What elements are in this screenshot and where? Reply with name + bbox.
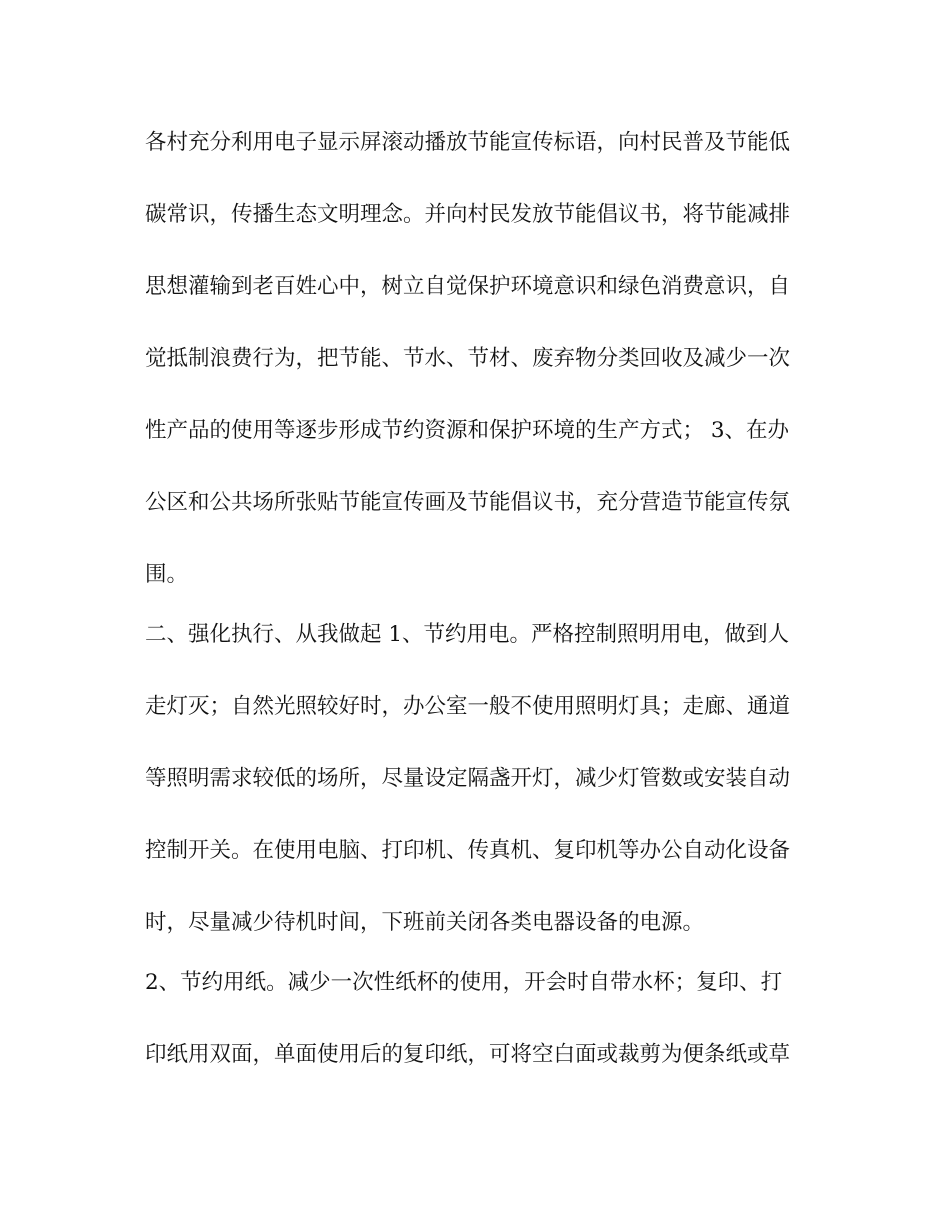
text-line: 时，尽量减少待机时间，下班前关闭各类电器设备的电源。	[145, 910, 705, 935]
text-line: 思想灌输到老百姓心中，树立自觉保护环境意识和绿色消费意识，自	[145, 274, 791, 299]
text-line: 碳常识，传播生态文明理念。并向村民发放节能倡议书，将节能减排	[145, 202, 791, 227]
text-line: 公区和公共场所张贴节能宣传画及节能倡议书，充分营造节能宣传氛	[145, 490, 791, 515]
text-line: 性产品的使用等逐步形成节约资源和保护环境的生产方式； 3、在办	[145, 418, 790, 443]
text-line: 围。	[145, 562, 189, 587]
document-body	[145, 118, 805, 1102]
text-line: 觉抵制浪费行为，把节能、节水、节材、废弃物分类回收及减少一次	[145, 346, 791, 371]
text-line: 走灯灭；自然光照较好时，办公室一般不使用照明灯具；走廊、通道	[145, 694, 791, 719]
text-line: 2、节约用纸。减少一次性纸杯的使用，开会时自带水杯；复印、打	[145, 970, 783, 995]
text-line: 控制开关。在使用电脑、打印机、传真机、复印机等办公自动化设备	[145, 838, 791, 863]
text-line: 等照明需求较低的场所，尽量设定隔盏开灯，减少灯管数或安装自动	[145, 766, 791, 791]
text-line: 印纸用双面，单面使用后的复印纸，可将空白面或裁剪为便条纸或草	[145, 1042, 791, 1067]
text-line: 各村充分利用电子显示屏滚动播放节能宣传标语，向村民普及节能低	[145, 130, 791, 155]
text-line: 二、强化执行、从我做起 1、节约用电。严格控制照明用电，做到人	[145, 622, 790, 647]
